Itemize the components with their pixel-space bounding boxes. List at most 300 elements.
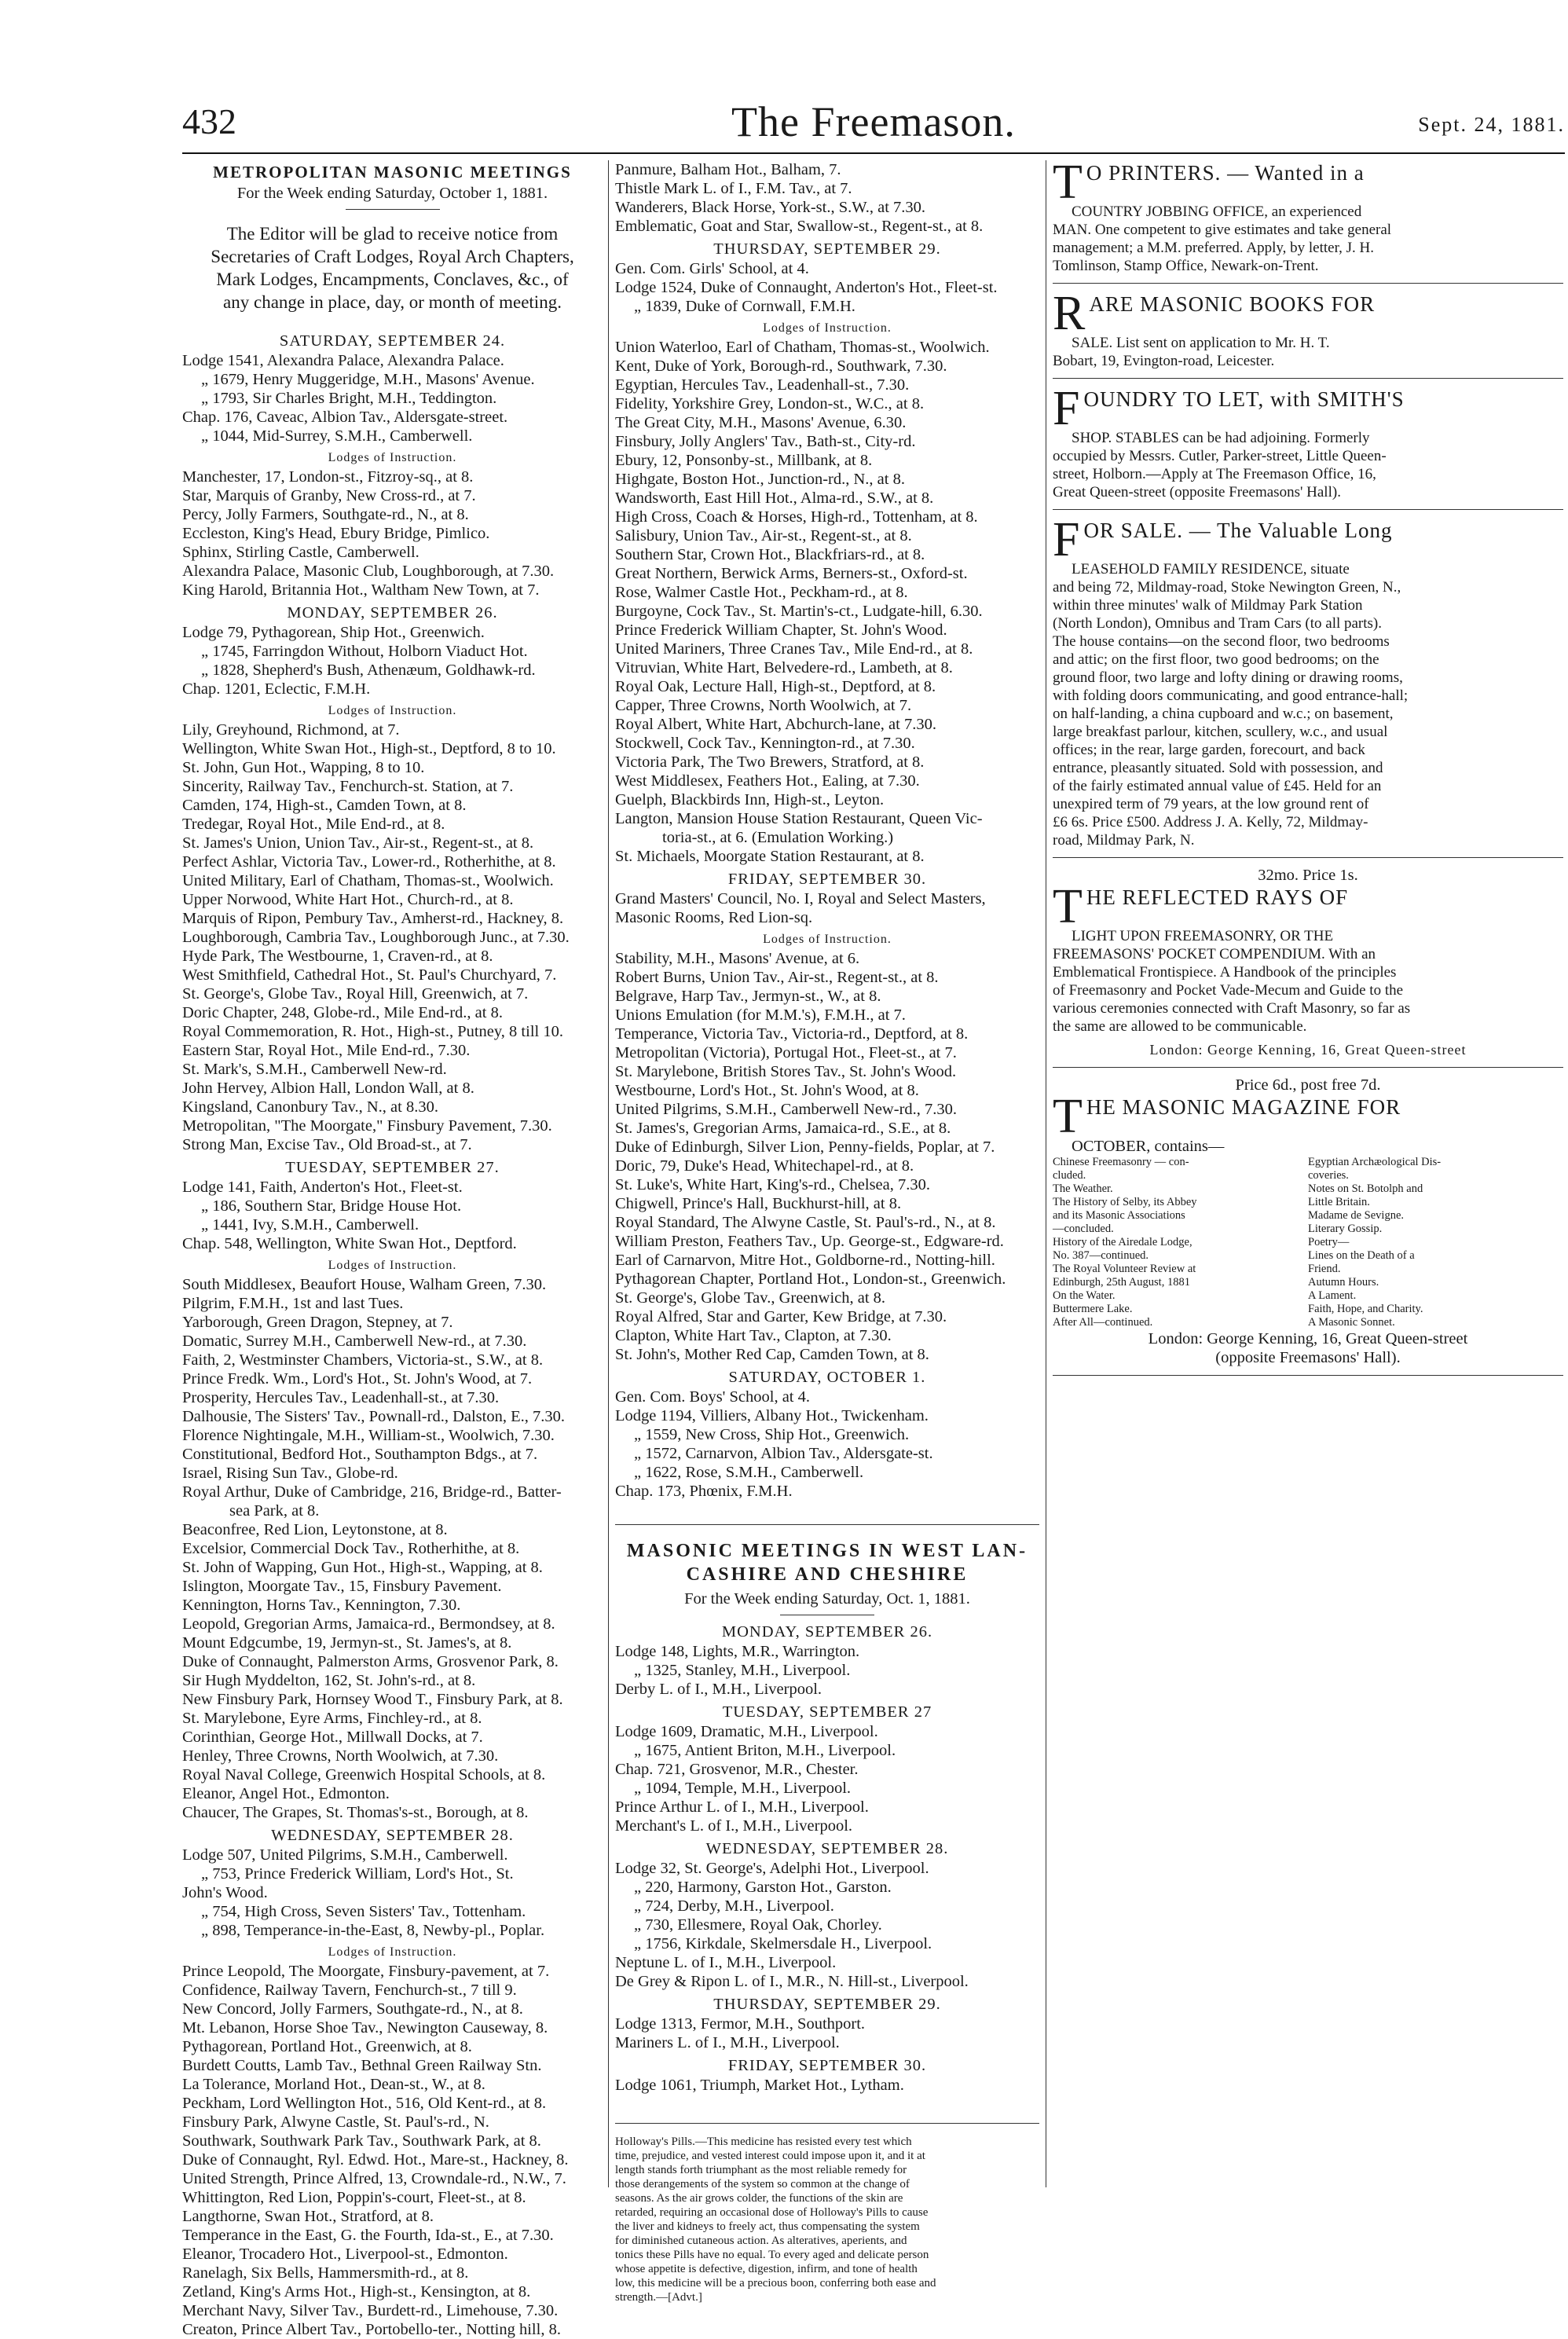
ad-rule xyxy=(1053,283,1563,284)
instruction-entry: Eleanor, Angel Hot., Edmonton. xyxy=(182,1785,390,1802)
day-heading: MONDAY, SEPTEMBER 26. xyxy=(287,604,498,621)
ad-line: on half-landing, a china cupboard and w.c.; on basement, xyxy=(1053,706,1394,722)
ad-line: MAN. One competent to give estimates and take general xyxy=(1053,222,1392,238)
contents-item: cluded. xyxy=(1053,1169,1086,1182)
instruction-entry: Mt. Lebanon, Horse Shoe Tav., Newington Causeway, 8. xyxy=(182,2019,548,2037)
magazine-imprint: (opposite Freemasons' Hall). xyxy=(1215,1349,1401,1366)
drop-capital: R xyxy=(1053,291,1086,334)
instruction-entry: Sphinx, Stirling Castle, Camberwell. xyxy=(182,544,419,561)
instruction-entry: Dalhousie, The Sisters' Tav., Pownall-rd., Dalston, E., 7.30. xyxy=(182,1408,565,1425)
contents-item: Chinese Freemasonry — con- xyxy=(1053,1156,1189,1168)
instruction-entry: Metropolitan, "The Moorgate," Finsbury Pavement, 7.30. xyxy=(182,1117,552,1135)
instruction-entry: Royal Oak, Lecture Hall, High-st., Deptford, at 8. xyxy=(615,678,936,695)
instruction-entry: St. George's, Globe Tav., Greenwich, at 8. xyxy=(615,1289,886,1307)
instruction-entry: Star, Marquis of Granby, New Cross-rd., at 7. xyxy=(182,487,476,504)
instruction-list xyxy=(182,720,603,1154)
instruction-entry: toria-st., at 6. (Emulation Working.) xyxy=(662,829,894,846)
contents-item: A Lament. xyxy=(1308,1289,1357,1302)
instruction-entry: Strong Man, Excise Tav., Old Broad-st., at 7. xyxy=(182,1136,472,1153)
instruction-entry: Wandsworth, East Hill Hot., Alma-rd., S.W., at 8. xyxy=(615,489,934,507)
lodge-entry: Lodge 1524, Duke of Connaught, Anderton's Hot., Fleet-st. xyxy=(615,279,998,296)
ad-line: Tomlinson, Stamp Office, Newark-on-Trent. xyxy=(1053,258,1319,274)
lodge-entry: „ 730, Ellesmere, Royal Oak, Chorley. xyxy=(634,1916,882,1934)
contents-item: Egyptian Archæological Dis- xyxy=(1308,1156,1442,1168)
instruction-entry: Marquis of Ripon, Pembury Tav., Amherst-rd., Hackney, 8. xyxy=(182,910,564,927)
metropolitan-heading: METROPOLITAN MASONIC MEETINGS xyxy=(213,163,572,181)
lancashire-heading-line: MASONIC MEETINGS IN WEST LAN- xyxy=(626,1541,1028,1561)
instruction-entry: Pythagorean Chapter, Portland Hot., London-st., Greenwich. xyxy=(615,1270,1006,1288)
instruction-entry: Pilgrim, F.M.H., 1st and last Tues. xyxy=(182,1295,404,1312)
lodge-entry: Lodge 1609, Dramatic, M.H., Liverpool. xyxy=(615,1723,878,1740)
instruction-heading: Lodges of Instruction. xyxy=(328,451,457,464)
lodge-entry: „ 1094, Temple, M.H., Liverpool. xyxy=(634,1780,852,1797)
lodge-entry: „ 1441, Ivy, S.M.H., Camberwell. xyxy=(201,1216,419,1234)
lodge-list xyxy=(615,2076,1039,2095)
instruction-entry: sea Park, at 8. xyxy=(229,1502,320,1520)
ad-line: street, Holborn.—Apply at The Freemason Office, 16, xyxy=(1053,466,1376,482)
holloway-line: those derangements of the system so common at the change of xyxy=(615,2178,910,2191)
lodge-list xyxy=(615,1722,1039,1835)
instruction-entry: Doric Chapter, 248, Globe-rd., Mile End-rd., at 8. xyxy=(182,1004,503,1021)
ad-line: the same are allowed to be communicable. xyxy=(1053,1018,1307,1035)
instruction-heading: Lodges of Instruction. xyxy=(763,321,892,335)
ad-line: Emblematical Frontispiece. A Handbook of the principles xyxy=(1053,964,1397,981)
ad-headline xyxy=(1053,387,1563,429)
ad-headline xyxy=(1053,160,1563,203)
instruction-entry: United Military, Earl of Chatham, Thomas-st., Woolwich. xyxy=(182,872,554,889)
instruction-entry: Capper, Three Crowns, North Woolwich, at 7. xyxy=(615,697,912,714)
notice-line: Mark Lodges, Encampments, Conclaves, &c., of xyxy=(216,269,569,289)
contents-item: Madame de Sevigne. xyxy=(1308,1209,1405,1222)
ad-headline-text: OR SALE. — The Valuable Long xyxy=(1083,519,1393,542)
instruction-entry: Vitruvian, White Hart, Belvedere-rd., Lambeth, at 8. xyxy=(615,659,953,676)
ad-headline xyxy=(1053,291,1563,334)
ad-line: large breakfast parlour, kitchen, scullery, w.c., and usual xyxy=(1053,724,1388,740)
drop-capital: T xyxy=(1053,160,1083,203)
drop-capital: F xyxy=(1053,387,1081,429)
instruction-entry: St. Luke's, White Hart, King's-rd., Chelsea, 7.30. xyxy=(615,1176,931,1193)
magazine-price: Price 6d., post free 7d. xyxy=(1235,1076,1381,1094)
contents-item: Literary Gossip. xyxy=(1308,1223,1383,1235)
holloway-line: for diminished cutaneous action. As alteratives, aperients, and xyxy=(615,2235,907,2247)
lancashire-heading-line: CASHIRE AND CHESHIRE xyxy=(686,1564,969,1585)
lodge-entry: „ 754, High Cross, Seven Sisters' Tav., Tottenham. xyxy=(201,1903,526,1920)
rare-books-ad xyxy=(1053,291,1563,370)
lodge-entry: Lodge 1541, Alexandra Palace, Alexandra Palace. xyxy=(182,352,504,369)
lodge-entry: Gen. Com. Boys' School, at 4. xyxy=(615,1388,810,1406)
ad-body xyxy=(1053,927,1563,1036)
instruction-entry: Chaucer, The Grapes, St. Thomas's-st., Borough, at 8. xyxy=(182,1804,529,1821)
ad-line: FREEMASONS' POCKET COMPENDIUM. With an xyxy=(1053,946,1376,962)
ad-line: road, Mildmay Park, N. xyxy=(1053,832,1195,849)
lodge-entry: „ 1679, Henry Muggeridge, M.H., Masons' Avenue. xyxy=(201,371,535,388)
lodge-entry: „ 186, Southern Star, Bridge House Hot. xyxy=(201,1197,462,1215)
contents-item: Friend. xyxy=(1308,1263,1341,1275)
day-heading: THURSDAY, SEPTEMBER 29. xyxy=(713,240,941,258)
ad-body xyxy=(1053,560,1563,849)
instruction-entry: Prince Fredk. Wm., Lord's Hot., St. John's Wood, at 7. xyxy=(182,1370,533,1388)
lodge-entry: Lodge 79, Pythagorean, Ship Hot., Greenwich. xyxy=(182,624,485,641)
column-meetings-continued xyxy=(615,160,1039,2304)
instruction-entry: Confidence, Railway Tavern, Fenchurch-st., 7 till 9. xyxy=(182,1982,517,1999)
instruction-entry: Royal Commemoration, R. Hot., High-st., Putney, 8 till 10. xyxy=(182,1023,563,1040)
instruction-entry: Royal Naval College, Greenwich Hospital Schools, at 8. xyxy=(182,1766,546,1784)
for-sale-ad xyxy=(1053,518,1563,849)
instruction-list xyxy=(615,949,1039,1364)
holloway-line: strength.—[Advt.] xyxy=(615,2291,702,2304)
lodge-entry: Lodge 1194, Villiers, Albany Hot., Twickenham. xyxy=(615,1407,929,1424)
contents-item: Buttermere Lake. xyxy=(1053,1303,1133,1315)
instruction-entry: Yarborough, Green Dragon, Stepney, at 7. xyxy=(182,1314,453,1331)
ad-headline-text: HE MASONIC MAGAZINE FOR xyxy=(1086,1095,1401,1119)
instruction-entry: Upper Norwood, White Hart Hot., Church-rd., at 8. xyxy=(182,891,514,908)
holloway-line: low, this medicine will be a precious boon, conferring both ease and xyxy=(615,2277,936,2290)
page-number: 432 xyxy=(182,101,236,141)
instruction-entry: Prince Leopold, The Moorgate, Finsbury-pavement, at 7. xyxy=(182,1963,550,1980)
ad-body xyxy=(1053,203,1563,275)
holloway-line: Holloway's Pills.—This medicine has resisted every test which xyxy=(615,2136,912,2148)
newspaper-title: The Freemason. xyxy=(731,98,1016,145)
ad-headline xyxy=(1053,1094,1563,1137)
contents-item: Poetry— xyxy=(1308,1236,1350,1248)
lodge-entry: „ 1828, Shepherd's Bush, Athenæum, Goldhawk-rd. xyxy=(201,662,536,679)
lodge-entry: „ 1622, Rose, S.M.H., Camberwell. xyxy=(634,1464,864,1481)
ad-line: and being 72, Mildmay-road, Stoke Newington Green, N., xyxy=(1053,579,1401,596)
instruction-list xyxy=(615,338,1039,866)
lodge-entry: De Grey & Ripon L. of I., M.R., N. Hill-st., Liverpool. xyxy=(615,1973,969,1990)
instruction-entry: Metropolitan (Victoria), Portugal Hot., Fleet-st., at 7. xyxy=(615,1044,957,1061)
lodge-entry: Derby L. of I., M.H., Liverpool. xyxy=(615,1681,822,1698)
lodge-entry: „ 1572, Carnarvon, Albion Tav., Aldersgate-st. xyxy=(634,1445,933,1462)
instruction-entry: Langton, Mansion House Station Restaurant, Queen Vic- xyxy=(615,810,983,827)
contents-item: coveries. xyxy=(1308,1169,1349,1182)
ad-headline xyxy=(1053,518,1563,560)
column-metropolitan-meetings xyxy=(182,160,603,2339)
ad-line: SALE. List sent on application to Mr. H. T. xyxy=(1072,335,1330,351)
ad-rule xyxy=(1053,1067,1563,1068)
holloway-line: seasons. As the air grows colder, the functions of the skin are xyxy=(615,2192,903,2205)
ad-line: ground floor, two large and lofty dining or drawing rooms, xyxy=(1053,669,1403,686)
instruction-entry: Corinthian, George Hot., Millwall Docks, at 7. xyxy=(182,1729,483,1746)
instruction-entry: King Harold, Britannia Hot., Waltham New Town, at 7. xyxy=(182,581,540,599)
ad-line: COUNTRY JOBBING OFFICE, an experienced xyxy=(1072,203,1362,220)
instruction-entry: South Middlesex, Beaufort House, Walham Green, 7.30. xyxy=(182,1276,547,1293)
instruction-entry: Burdett Coutts, Lamb Tav., Bethnal Green Railway Stn. xyxy=(182,2057,542,2074)
instruction-entry: Temperance, Victoria Tav., Victoria-rd., Deptford, at 8. xyxy=(615,1025,969,1043)
magazine-contents xyxy=(1053,1156,1563,1329)
instruction-entry: Union Waterloo, Earl of Chatham, Thomas-st., Woolwich. xyxy=(615,339,990,356)
magazine-contents-label: OCTOBER, contains— xyxy=(1072,1138,1225,1155)
notice-line: any change in place, day, or month of meeting. xyxy=(223,292,562,312)
instruction-entry: Wanderers, Black Horse, York-st., S.W., at 7.30. xyxy=(615,199,926,216)
ad-line: of Freemasonry and Pocket Vade-Mecum and Guide to the xyxy=(1053,982,1404,999)
lodge-list xyxy=(615,1859,1039,1991)
contents-item: Edinburgh, 25th August, 1881 xyxy=(1053,1276,1190,1289)
instruction-entry: John Hervey, Albion Hall, London Wall, at 8. xyxy=(182,1080,474,1097)
instruction-entry: Constitutional, Bedford Hot., Southampton Bdgs., at 7. xyxy=(182,1446,538,1463)
contents-item: Faith, Hope, and Charity. xyxy=(1308,1303,1423,1315)
instruction-entry: Belgrave, Harp Tav., Jermyn-st., W., at 8. xyxy=(615,988,881,1005)
contents-left xyxy=(1053,1156,1308,1329)
ad-line: LEASEHOLD FAMILY RESIDENCE, situate xyxy=(1072,561,1350,577)
lodge-entry: Chap. 173, Phœnix, F.M.H. xyxy=(615,1483,793,1500)
contents-item: The Weather. xyxy=(1053,1182,1113,1195)
day-heading: THURSDAY, SEPTEMBER 29. xyxy=(713,1996,941,2013)
holloway-line: length stands forth triumphant as the most reliable remedy for xyxy=(615,2164,907,2176)
ad-body xyxy=(1053,334,1563,370)
lodge-list xyxy=(615,259,1039,316)
rays-imprint: London: George Kenning, 16, Great Queen-street xyxy=(1149,1042,1467,1058)
instruction-entry: Leopold, Gregorian Arms, Jamaica-rd., Bermondsey, at 8. xyxy=(182,1615,555,1633)
lodge-list xyxy=(182,623,603,698)
ad-headline-text: ARE MASONIC BOOKS FOR xyxy=(1089,292,1376,316)
ad-line: (North London), Omnibus and Tram Cars (to all parts). xyxy=(1053,615,1383,632)
instruction-entry: Israel, Rising Sun Tav., Globe-rd. xyxy=(182,1465,398,1482)
instruction-entry: Unions Emulation (for M.M.'s), F.M.H., at 7. xyxy=(615,1006,906,1024)
instruction-list xyxy=(182,1275,603,1822)
ad-rule xyxy=(1053,1375,1563,1376)
instruction-entry: Thistle Mark L. of I., F.M. Tav., at 7. xyxy=(615,180,852,197)
instruction-entry: St. John's, Mother Red Cap, Camden Town, at 8. xyxy=(615,1346,929,1363)
instruction-entry: Sir Hugh Myddelton, 162, St. John's-rd., at 8. xyxy=(182,1672,476,1689)
instruction-entry: Finsbury Park, Alwyne Castle, St. Paul's-rd., N. xyxy=(182,2114,489,2131)
ad-rule xyxy=(1053,378,1563,379)
instruction-entry: Fidelity, Yorkshire Grey, London-st., W.C., at 8. xyxy=(615,395,925,412)
instruction-entry: Percy, Jolly Farmers, Southgate-rd., N., at 8. xyxy=(182,506,469,523)
instruction-entry: Clapton, White Hart Tav., Clapton, at 7.30. xyxy=(615,1327,892,1344)
instruction-entry: Perfect Ashlar, Victoria Tav., Lower-rd., Rotherhithe, at 8. xyxy=(182,853,556,871)
ad-line: various ceremonies connected with Craft Masonry, so far as xyxy=(1053,1000,1411,1017)
lodge-entry: Lodge 148, Lights, M.R., Warrington. xyxy=(615,1643,860,1660)
lodge-entry: Lodge 507, United Pilgrims, S.M.H., Camberwell. xyxy=(182,1846,508,1864)
ad-line: SHOP. STABLES can be had adjoining. Formerly xyxy=(1072,430,1370,446)
instruction-entry: Southwark, Southwark Park Tav., Southwark Park, at 8. xyxy=(182,2132,541,2150)
instruction-entry: Finsbury, Jolly Anglers' Tav., Bath-st., City-rd. xyxy=(615,433,916,450)
instruction-entry: St. John of Wapping, Gun Hot., High-st., Wapping, at 8. xyxy=(182,1559,543,1576)
instruction-entry: Duke of Connaught, Ryl. Edwd. Hot., Mare-st., Hackney, 8. xyxy=(182,2151,569,2169)
day-heading: SATURDAY, OCTOBER 1. xyxy=(728,1369,926,1386)
lodge-entry: „ 724, Derby, M.H., Liverpool. xyxy=(634,1897,834,1915)
drop-capital: F xyxy=(1053,518,1081,560)
instruction-entry: Guelph, Blackbirds Inn, High-st., Leyton. xyxy=(615,791,885,808)
notice-line: Secretaries of Craft Lodges, Royal Arch Chapters, xyxy=(211,247,574,266)
instruction-entry: Duke of Edinburgh, Silver Lion, Penny-fields, Poplar, at 7. xyxy=(615,1138,995,1156)
instruction-entry: Alexandra Palace, Masonic Club, Loughborough, at 7.30. xyxy=(182,563,555,580)
instruction-entry: Duke of Connaught, Palmerston Arms, Grosvenor Park, 8. xyxy=(182,1653,559,1670)
instruction-entry: Temperance in the East, G. the Fourth, Ida-st., E., at 7.30. xyxy=(182,2227,554,2244)
lodge-entry: „ 753, Prince Frederick William, Lord's Hot., St. xyxy=(201,1865,514,1883)
notice-line: The Editor will be glad to receive notice from xyxy=(226,224,559,244)
instruction-entry: Mount Edgcumbe, 19, Jermyn-st., St. James's, at 8. xyxy=(182,1634,512,1652)
lodge-entry: Gen. Com. Girls' School, at 4. xyxy=(615,260,809,277)
holloway-line: retarded, requiring an occasional dose of Holloway's Pills to cause xyxy=(615,2206,929,2219)
lodge-entry: Prince Arthur L. of I., M.H., Liverpool. xyxy=(615,1798,869,1816)
instruction-entry: Henley, Three Crowns, North Woolwich, at 7.30. xyxy=(182,1747,499,1765)
instruction-entry: Emblematic, Goat and Star, Swallow-st., Regent-st., at 8. xyxy=(615,218,984,235)
lodge-entry: Lodge 1061, Triumph, Market Hot., Lytham. xyxy=(615,2077,904,2094)
instruction-entry: New Concord, Jolly Farmers, Southgate-rd., N., at 8. xyxy=(182,2000,523,2018)
instruction-entry: Stability, M.H., Masons' Avenue, at 6. xyxy=(615,950,860,967)
magazine-imprint: London: George Kenning, 16, Great Queen-street xyxy=(1148,1330,1468,1347)
day-heading: FRIDAY, SEPTEMBER 30. xyxy=(727,2057,927,2074)
lodge-entry: Chap. 548, Wellington, White Swan Hot., Deptford. xyxy=(182,1235,517,1252)
drop-capital: T xyxy=(1053,885,1083,927)
lodge-entry: „ 1675, Antient Briton, M.H., Liverpool. xyxy=(634,1742,896,1759)
contents-item: No. 387—continued. xyxy=(1053,1249,1149,1262)
instruction-entry: Robert Burns, Union Tav., Air-st., Regent-st., at 8. xyxy=(615,969,939,986)
instruction-list xyxy=(182,467,603,599)
ad-headline-text: O PRINTERS. — Wanted in a xyxy=(1086,161,1365,185)
instruction-entry: Hyde Park, The Westbourne, 1, Craven-rd., at 8. xyxy=(182,948,493,965)
instruction-entry: United Pilgrims, S.M.H., Camberwell New-rd., 7.30. xyxy=(615,1101,958,1118)
lodge-entry: Neptune L. of I., M.H., Liverpool. xyxy=(615,1954,837,1971)
lodge-entry: „ 1793, Sir Charles Bright, M.H., Teddington. xyxy=(201,390,497,407)
contents-item: The Royal Volunteer Review at xyxy=(1053,1263,1196,1275)
lodge-entry: „ 1745, Farringdon Without, Holborn Viaduct Hot. xyxy=(201,643,528,660)
lancashire-heading xyxy=(615,1539,1039,1586)
instruction-entry: United Strength, Prince Alfred, 13, Crowndale-rd., N.W., 7. xyxy=(182,2170,566,2187)
ad-line: within three minutes' walk of Mildmay Park Station xyxy=(1053,597,1363,614)
instruction-entry: Beaconfree, Red Lion, Leytonstone, at 8. xyxy=(182,1521,448,1538)
lodge-entry: Mariners L. of I., M.H., Liverpool. xyxy=(615,2034,840,2051)
instruction-heading: Lodges of Instruction. xyxy=(763,933,892,946)
contents-item: After All—continued. xyxy=(1053,1316,1153,1329)
holloway-line: time, prejudice, and vested interest could impose upon it, and it at xyxy=(615,2150,925,2162)
ad-line: offices; in the rear, large garden, forecourt, and back xyxy=(1053,742,1365,758)
instruction-entry: Pythagorean, Portland Hot., Greenwich, at 8. xyxy=(182,2038,472,2055)
instruction-entry: Eleanor, Trocadero Hot., Liverpool-st., Edmonton. xyxy=(182,2246,508,2263)
contents-item: Autumn Hours. xyxy=(1308,1276,1379,1289)
instruction-entry: Burgoyne, Cock Tav., St. Martin's-ct., Ludgate-hill, 6.30. xyxy=(615,603,983,620)
instruction-entry: Southern Star, Crown Hot., Blackfriars-rd., at 8. xyxy=(615,546,925,563)
instruction-entry: St. Michaels, Moorgate Station Restaurant, at 8. xyxy=(615,848,925,865)
instruction-entry: Kennington, Horns Tav., Kennington, 7.30. xyxy=(182,1597,461,1614)
instruction-entry: West Middlesex, Feathers Hot., Ealing, at 7.30. xyxy=(615,772,920,790)
holloway-line: the liver and kidneys to freely act, thus compensating the system xyxy=(615,2220,920,2233)
instruction-entry: Stockwell, Cock Tav., Kennington-rd., at 7.30. xyxy=(615,735,915,752)
instruction-entry: Kingsland, Canonbury Tav., N., at 8.30. xyxy=(182,1098,438,1116)
lodge-list xyxy=(182,1178,603,1253)
issue-date: Sept. 24, 1881. xyxy=(1418,113,1565,136)
instruction-entry: Rose, Walmer Castle Hot., Peckham-rd., at 8. xyxy=(615,584,908,601)
ad-line: of the fairly estimated annual value of £45. Held for an xyxy=(1053,778,1382,794)
day-heading: TUESDAY, SEPTEMBER 27 xyxy=(722,1703,932,1721)
instruction-entry: Zetland, King's Arms Hot., High-st., Kensington, at 8. xyxy=(182,2283,531,2301)
contents-item: and its Masonic Associations xyxy=(1053,1209,1185,1222)
instruction-entry: St. George's, Globe Tav., Royal Hill, Greenwich, at 7. xyxy=(182,985,529,1003)
ad-line: with folding doors communicating, and good entrance-hall; xyxy=(1053,687,1409,704)
instruction-entry: West Smithfield, Cathedral Hot., St. Paul's Churchyard, 7. xyxy=(182,966,557,984)
lodge-list xyxy=(615,1388,1039,1501)
day-heading: MONDAY, SEPTEMBER 26. xyxy=(721,1623,933,1641)
lodge-list xyxy=(615,2015,1039,2052)
contents-item: Notes on St. Botolph and xyxy=(1308,1182,1423,1195)
instruction-entry: St. Marylebone, Eyre Arms, Finchley-rd., at 8. xyxy=(182,1710,482,1727)
lodge-entry: „ 1325, Stanley, M.H., Liverpool. xyxy=(634,1662,851,1679)
contents-item: History of the Airedale Lodge, xyxy=(1053,1236,1192,1248)
instruction-entry: Panmure, Balham Hot., Balham, 7. xyxy=(615,161,841,178)
instruction-entry: Wellington, White Swan Hot., High-st., Deptford, 8 to 10. xyxy=(182,740,556,757)
section-rule xyxy=(615,2123,1039,2124)
instruction-entry: Domatic, Surrey M.H., Camberwell New-rd., at 7.30. xyxy=(182,1333,527,1350)
instruction-entry: Lily, Greyhound, Richmond, at 7. xyxy=(182,721,400,739)
instruction-entry: St. Marylebone, British Stores Tav., St. John's Wood. xyxy=(615,1063,957,1080)
instruction-entry: Loughborough, Cambria Tav., Loughborough Junc., at 7.30. xyxy=(182,929,570,946)
lodge-entry: „ 1839, Duke of Cornwall, F.M.H. xyxy=(634,298,855,315)
section-rule xyxy=(615,1524,1039,1525)
instruction-entry: Ranelagh, Six Bells, Hammersmith-rd., at 8. xyxy=(182,2264,469,2282)
instruction-entry: Victoria Park, The Two Brewers, Stratford, at 8. xyxy=(615,753,925,771)
instruction-entry: Creaton, Prince Albert Tav., Portobello-ter., Notting hill, 8. xyxy=(182,2321,561,2338)
instruction-entry: St. James's Union, Union Tav., Air-st., Regent-st., at 8. xyxy=(182,834,534,852)
masthead-rule xyxy=(182,152,1565,154)
instruction-list xyxy=(182,1962,603,2339)
contents-right xyxy=(1308,1156,1563,1329)
lancashire-subheading: For the Week ending Saturday, Oct. 1, 1881. xyxy=(684,1590,970,1608)
instruction-entry: Tredegar, Royal Hot., Mile End-rd., at 8. xyxy=(182,816,445,833)
lodge-entry: „ 1044, Mid-Surrey, S.M.H., Camberwell. xyxy=(201,427,473,445)
instruction-entry: Prince Frederick William Chapter, St. John's Wood. xyxy=(615,621,947,639)
instruction-entry: Faith, 2, Westminster Chambers, Victoria-st., S.W., at 8. xyxy=(182,1351,544,1369)
printers-wanted-ad xyxy=(1053,160,1563,275)
instruction-entry: High Cross, Coach & Horses, High-rd., Tottenham, at 8. xyxy=(615,508,978,526)
lodge-entry: Masonic Rooms, Red Lion-sq. xyxy=(615,909,813,926)
holloway-advertisement xyxy=(615,2135,1039,2304)
instruction-entry: United Mariners, Three Cranes Tav., Mile End-rd., at 8. xyxy=(615,640,973,658)
instruction-entry: Royal Alfred, Star and Garter, Kew Bridge, at 7.30. xyxy=(615,1308,947,1325)
lodge-list xyxy=(615,889,1039,927)
divider xyxy=(346,209,440,210)
lodge-entry: Lodge 32, St. George's, Adelphi Hot., Liverpool. xyxy=(615,1860,929,1877)
instruction-entry: Royal Albert, White Hart, Abchurch-lane, at 7.30. xyxy=(615,716,936,733)
ad-line: and attic; on the first floor, two good bedrooms; on the xyxy=(1053,651,1379,668)
instruction-entry: Islington, Moorgate Tav., 15, Finsbury Pavement. xyxy=(182,1578,502,1595)
instruction-entry: Kent, Duke of York, Borough-rd., Southwark, 7.30. xyxy=(615,357,947,375)
instruction-entry: Egyptian, Hercules Tav., Leadenhall-st., 7.30. xyxy=(615,376,910,394)
ad-rule xyxy=(1053,857,1563,858)
instruction-entry: Whittington, Red Lion, Poppin's-court, Fleet-st., at 8. xyxy=(182,2189,526,2206)
ad-line: unexpired term of 79 years, at the low ground rent of xyxy=(1053,796,1369,812)
lodge-entry: John's Wood. xyxy=(182,1884,268,1901)
instruction-entry: Royal Arthur, Duke of Cambridge, 216, Bridge-rd., Batter- xyxy=(182,1483,562,1501)
ad-headline-text: OUNDRY TO LET, with SMITH'S xyxy=(1083,387,1405,411)
lodge-entry: „ 1756, Kirkdale, Skelmersdale H., Liverpool. xyxy=(634,1935,932,1952)
ad-headline xyxy=(1053,885,1563,927)
lodge-list xyxy=(182,351,603,445)
holloway-line: whose appetite is defective, digestion, infirm, and tone of health xyxy=(615,2263,918,2275)
day-heading: WEDNESDAY, SEPTEMBER 28. xyxy=(705,1840,949,1857)
contents-item: A Masonic Sonnet. xyxy=(1308,1316,1395,1329)
lodge-entry: „ 898, Temperance-in-the-East, 8, Newby-pl., Poplar. xyxy=(201,1922,545,1939)
lodge-entry: Grand Masters' Council, No. I, Royal and Select Masters, xyxy=(615,890,986,907)
ad-line: The house contains—on the second floor, two bedrooms xyxy=(1053,633,1390,650)
lodge-entry: Chap. 721, Grosvenor, M.R., Chester. xyxy=(615,1761,859,1778)
instruction-entry: William Preston, Feathers Tav., Up. George-st., Edgware-rd. xyxy=(615,1233,1004,1250)
column-advertisements xyxy=(1053,160,1563,1384)
contents-item: The History of Selby, its Abbey xyxy=(1053,1196,1197,1208)
instruction-entry: Peckham, Lord Wellington Hot., 516, Old Kent-rd., at 8. xyxy=(182,2095,547,2112)
lodge-list xyxy=(182,1846,603,1940)
instruction-entry: Sincerity, Railway Tav., Fenchurch-st. Station, at 7. xyxy=(182,778,514,795)
contents-item: —concluded. xyxy=(1053,1223,1114,1235)
instruction-entry: Ebury, 12, Ponsonby-st., Millbank, at 8. xyxy=(615,452,873,469)
instruction-heading: Lodges of Instruction. xyxy=(328,1259,457,1272)
instruction-entry: Camden, 174, High-st., Camden Town, at 8. xyxy=(182,797,467,814)
editor-notice xyxy=(182,222,603,313)
day-heading: SATURDAY, SEPTEMBER 24. xyxy=(279,332,506,350)
masthead xyxy=(182,98,1565,146)
ad-headline-text: HE REFLECTED RAYS OF xyxy=(1086,885,1349,909)
